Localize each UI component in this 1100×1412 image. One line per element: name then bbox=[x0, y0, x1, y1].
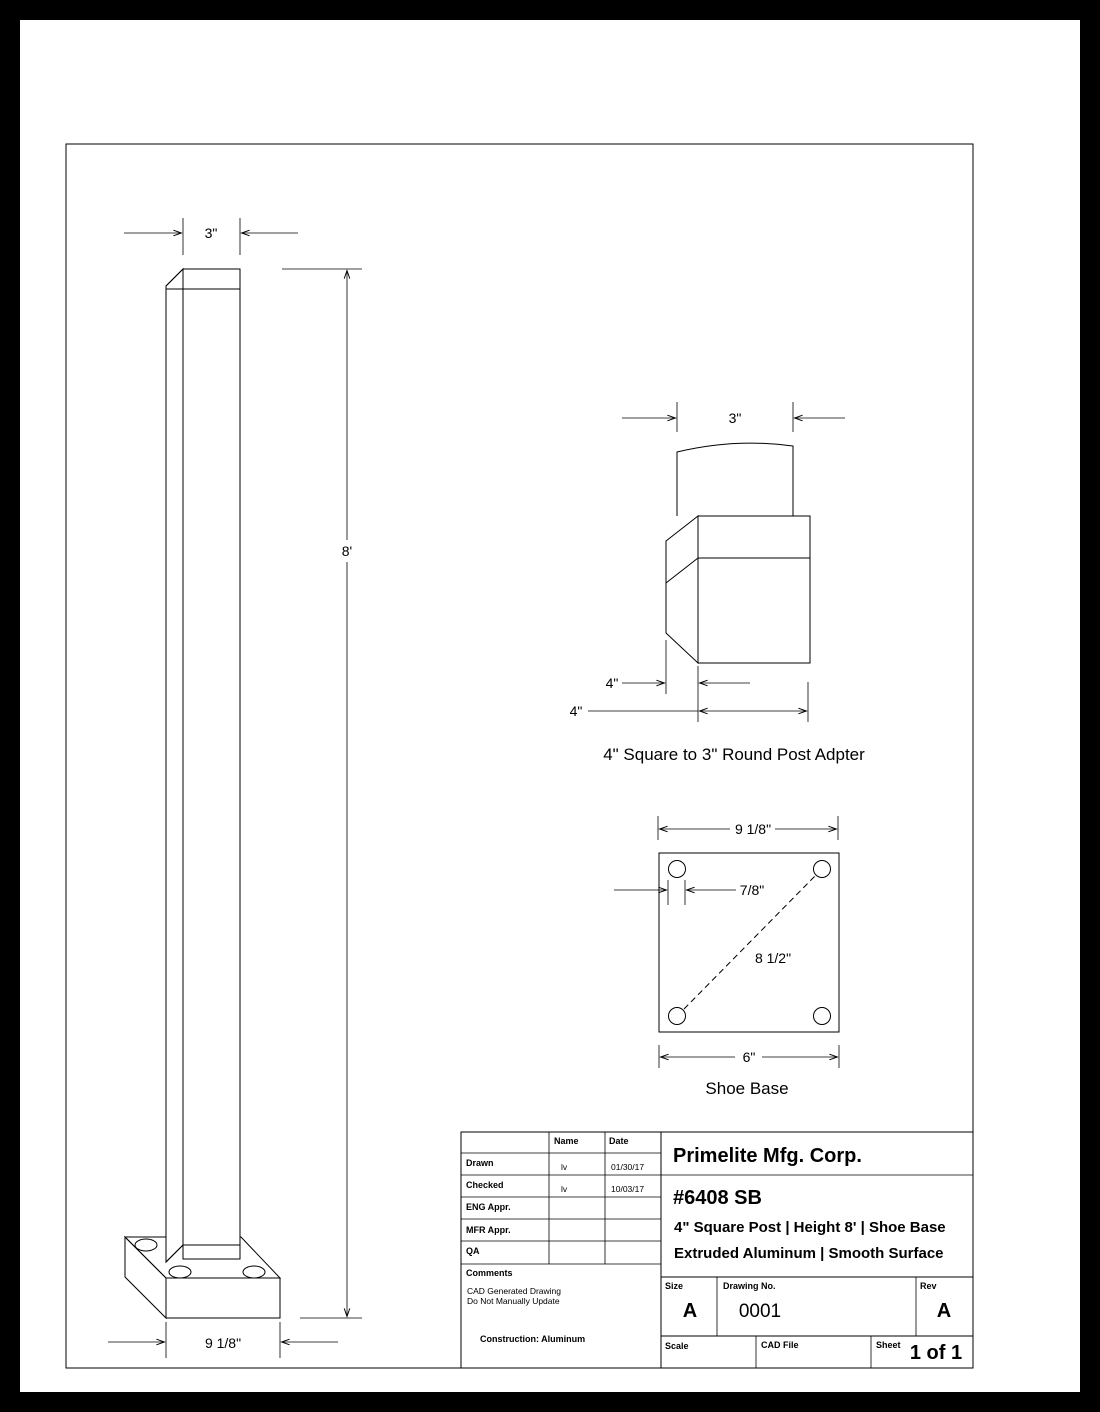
tb-cad-file-label: CAD File bbox=[761, 1340, 799, 1350]
tb-part-number: #6408 SB bbox=[673, 1187, 762, 1209]
tb-scale-label: Scale bbox=[665, 1341, 689, 1351]
adapter-caption: 4" Square to 3" Round Post Adpter bbox=[603, 745, 865, 764]
tb-row-name: lv bbox=[561, 1162, 568, 1172]
tb-company: Primelite Mfg. Corp. bbox=[673, 1145, 862, 1167]
shoe-caption: Shoe Base bbox=[705, 1079, 789, 1098]
tb-row-label: MFR Appr. bbox=[466, 1225, 511, 1235]
tb-drawing-no-value: 0001 bbox=[738, 1301, 782, 1322]
tb-rev-label: Rev bbox=[920, 1281, 937, 1291]
tb-row-label: Checked bbox=[466, 1180, 504, 1190]
tb-col-date: Date bbox=[609, 1136, 629, 1146]
tb-row-date: 10/03/17 bbox=[611, 1184, 645, 1194]
tb-construction: Construction: Aluminum bbox=[480, 1334, 586, 1344]
tb-description: Extruded Aluminum | Smooth Surface bbox=[674, 1245, 944, 1262]
adapter-dim-b-label: 4" bbox=[569, 703, 583, 719]
shoe-hole-label: 7/8" bbox=[739, 882, 765, 898]
tb-row-label: QA bbox=[466, 1246, 480, 1256]
shoe-width-label: 9 1/8" bbox=[734, 821, 772, 837]
shoe-diagonal-label: 8 1/2" bbox=[754, 950, 792, 966]
tb-description: 4" Square Post | Height 8' | Shoe Base bbox=[674, 1219, 946, 1236]
shoe-spacing-label: 6" bbox=[742, 1049, 756, 1065]
tb-comment: CAD Generated Drawing bbox=[467, 1286, 562, 1296]
tb-col-name: Name bbox=[554, 1136, 579, 1146]
adapter-dim-a-label: 4" bbox=[605, 675, 619, 691]
tb-size-value: A bbox=[682, 1300, 698, 1322]
adapter-top-label: 3" bbox=[728, 410, 742, 426]
post-height-label: 8' bbox=[341, 543, 353, 559]
tb-row-date: 01/30/17 bbox=[611, 1162, 645, 1172]
tb-comments-label: Comments bbox=[466, 1268, 513, 1278]
tb-sheet-value: 1 of 1 bbox=[909, 1342, 963, 1364]
tb-row-label: Drawn bbox=[466, 1158, 494, 1168]
post-width-label: 3" bbox=[204, 225, 218, 241]
tb-rev-value: A bbox=[936, 1300, 952, 1322]
tb-row-label: ENG Appr. bbox=[466, 1202, 511, 1212]
tb-comment: Do Not Manually Update bbox=[467, 1296, 560, 1306]
tb-row-name: lv bbox=[561, 1184, 568, 1194]
post-base-width-label: 9 1/8" bbox=[204, 1335, 242, 1351]
tb-sheet-label: Sheet bbox=[876, 1340, 901, 1350]
paper bbox=[20, 20, 1080, 1392]
tb-size-label: Size bbox=[665, 1281, 684, 1291]
tb-drawing-no-label: Drawing No. bbox=[723, 1281, 776, 1291]
